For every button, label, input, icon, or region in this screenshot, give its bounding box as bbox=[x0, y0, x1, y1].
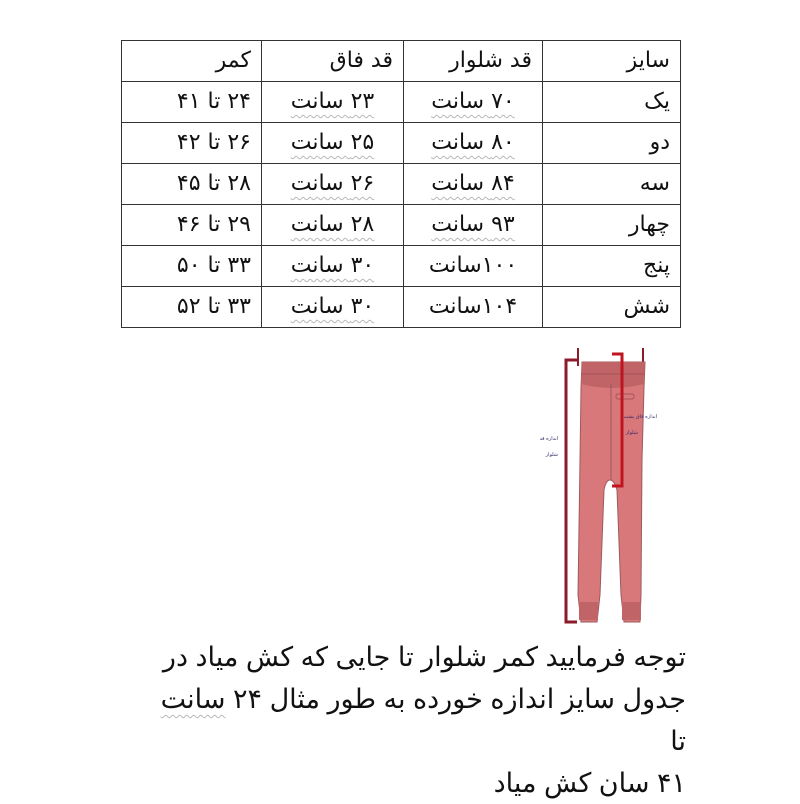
cell-pants-length bbox=[404, 205, 543, 246]
rise-value: ۳۰ سانت bbox=[290, 294, 375, 319]
cell-size: یک bbox=[543, 82, 681, 123]
rise-label-line1: اندازه فاق پشت bbox=[623, 414, 657, 420]
table-header-row bbox=[122, 41, 681, 82]
cell-size: سه bbox=[543, 164, 681, 205]
note-line-1: توجه فرمایید کمر شلوار تا جایی که کش میاد در bbox=[162, 642, 686, 672]
pants-length-value: ۹۳ سانت bbox=[431, 212, 515, 237]
cell-size: شش bbox=[543, 287, 681, 328]
table-row bbox=[122, 205, 681, 246]
length-label-line2: شلوار bbox=[545, 452, 558, 458]
cell-pants-length: ۱۰۴سانت bbox=[404, 287, 543, 328]
rise-value: ۳۰ سانت bbox=[290, 253, 375, 278]
cell-waist: ۲۹ تا ۴۶ bbox=[122, 205, 262, 246]
header-rise: قد فاق bbox=[262, 41, 404, 82]
table-row bbox=[122, 123, 681, 164]
cell-rise bbox=[262, 287, 404, 328]
rise-value: ۲۵ سانت bbox=[290, 130, 375, 155]
length-label-line1: اندازه قد bbox=[539, 436, 558, 442]
cell-rise bbox=[262, 164, 404, 205]
pants-measurement-diagram bbox=[520, 340, 680, 630]
table-row bbox=[122, 246, 681, 287]
table-row bbox=[122, 287, 681, 328]
rise-value: ۲۶ سانت bbox=[290, 171, 375, 196]
pants-length-value: ۷۰ سانت bbox=[431, 89, 515, 114]
cell-waist: ۳۳ تا ۵۲ bbox=[122, 287, 262, 328]
cell-waist: ۲۶ تا ۴۲ bbox=[122, 123, 262, 164]
note-line-3: ۴۱ سان کش میاد bbox=[493, 768, 686, 798]
cell-pants-length bbox=[404, 123, 543, 164]
note-squiggle-word: سانت bbox=[160, 684, 226, 714]
header-size: سایز bbox=[543, 41, 681, 82]
cell-rise bbox=[262, 246, 404, 287]
cell-size: چهار bbox=[543, 205, 681, 246]
rise-value: ۲۳ سانت bbox=[290, 89, 375, 114]
cell-waist: ۳۳ تا ۵۰ bbox=[122, 246, 262, 287]
pants-length-value: ۸۴ سانت bbox=[431, 171, 515, 196]
cell-pants-length bbox=[404, 82, 543, 123]
size-chart-table bbox=[121, 40, 681, 328]
header-waist: کمر bbox=[122, 41, 262, 82]
cell-rise bbox=[262, 123, 404, 164]
cell-waist: ۲۸ تا ۴۵ bbox=[122, 164, 262, 205]
table-row bbox=[122, 164, 681, 205]
pants-length-value: ۸۰ سانت bbox=[431, 130, 515, 155]
pants-illustration-icon bbox=[520, 340, 680, 630]
cell-size: دو bbox=[543, 123, 681, 164]
cell-size: پنج bbox=[543, 246, 681, 287]
header-pants-length: قد شلوار bbox=[404, 41, 543, 82]
table-row bbox=[122, 82, 681, 123]
cell-pants-length bbox=[404, 164, 543, 205]
rise-label-line2: شلوار bbox=[625, 430, 638, 436]
waist-stretch-note bbox=[150, 636, 686, 804]
cell-pants-length: ۱۰۰سانت bbox=[404, 246, 543, 287]
cell-rise bbox=[262, 205, 404, 246]
cell-rise bbox=[262, 82, 404, 123]
cell-waist: ۲۴ تا ۴۱ bbox=[122, 82, 262, 123]
rise-value: ۲۸ سانت bbox=[290, 212, 375, 237]
note-line-2: جدول سایز اندازه خورده به طور مثال ۲۴ سانت تا bbox=[160, 684, 686, 756]
